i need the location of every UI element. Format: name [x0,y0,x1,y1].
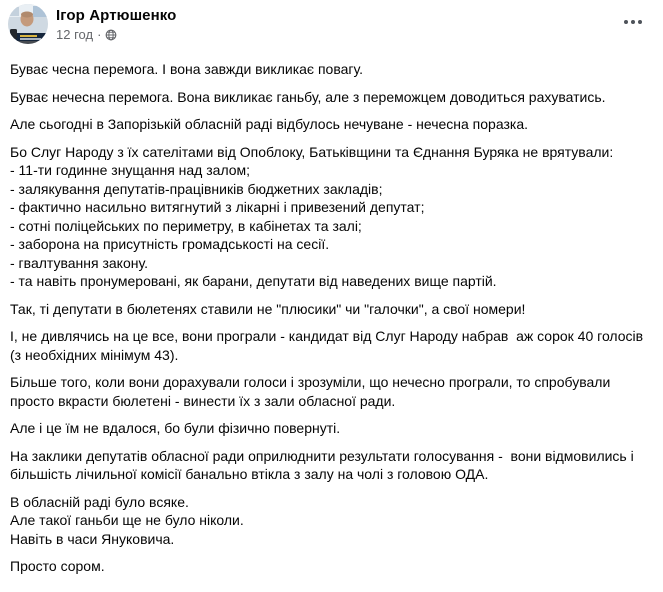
post-paragraph: Бо Слуг Народу з їх сателітами від Опоблоку, Батьківщини та Єднання Буряка не врятували: - 11-ти годинне знущання над залом; - залякування депутатів-працівників бюджетних закладів; - фактично насильно витягнутий з лікарні і привезений депутат; - сотні поліцейських по периметру, в кабінетах та залі; - заборона на присутність громадськості на сесії. - гвалтування закону. - та навіть пронумеровані, як барани, депутати від наведених вище партій. [10,143,614,289]
post-paragraph: І, не дивлячись на це все, вони програли - кандидат від Слуг Народу набрав аж сорок 40 голосів (з необхідних мінімум 43). [10,328,647,363]
post-paragraph: Але і це їм не вдалося, бо були фізично повернуті. [10,420,341,436]
avatar[interactable] [8,4,48,44]
post-paragraph: Буває чесна перемога. І вона завжди викликає повагу. [10,61,363,77]
post-paragraph: На заклики депутатів обласної ради оприлюднити результати голосування - вони відмовились і більшість лічильної комісії банально втікла з залу на чолі з головою ОДА. [10,447,638,482]
post-paragraph: В обласній раді було всяке. Але такої ганьби ще не було ніколи. Навіть в часи Януковича. [10,493,244,547]
post-meta [56,27,653,43]
author-name[interactable]: Ігор Артюшенко [56,7,177,24]
post-paragraph: Більше того, коли вони дорахували голоси і зрозуміли, що нечесно програли, то спробували просто вкрасти бюлетені - винести їх з зали обласної ради. [10,374,615,409]
timestamp[interactable]: 12 год [56,27,94,42]
ellipsis-horizontal-icon [624,20,628,24]
meta-separator: · [97,27,102,42]
header-meta [56,4,653,43]
post-header [0,0,663,56]
post-paragraph: Буває нечесна перемога. Вона викликає ганьбу, але з переможцем доводиться рахуватись. [10,88,606,105]
post-paragraph: Просто сором. [10,558,105,574]
more-options-button[interactable] [617,10,649,34]
globe-public-icon [105,29,117,41]
post-paragraph: Так, ті депутати в бюлетенях ставили не "плюсики" чи "галочки", а свої номери! [10,300,526,317]
profile-photo-icon [8,4,48,44]
post-body [0,56,663,576]
post-paragraph: Але сьогодні в Запорізькій обласній раді відбулось нечуване - нечесна поразка. [10,116,528,132]
